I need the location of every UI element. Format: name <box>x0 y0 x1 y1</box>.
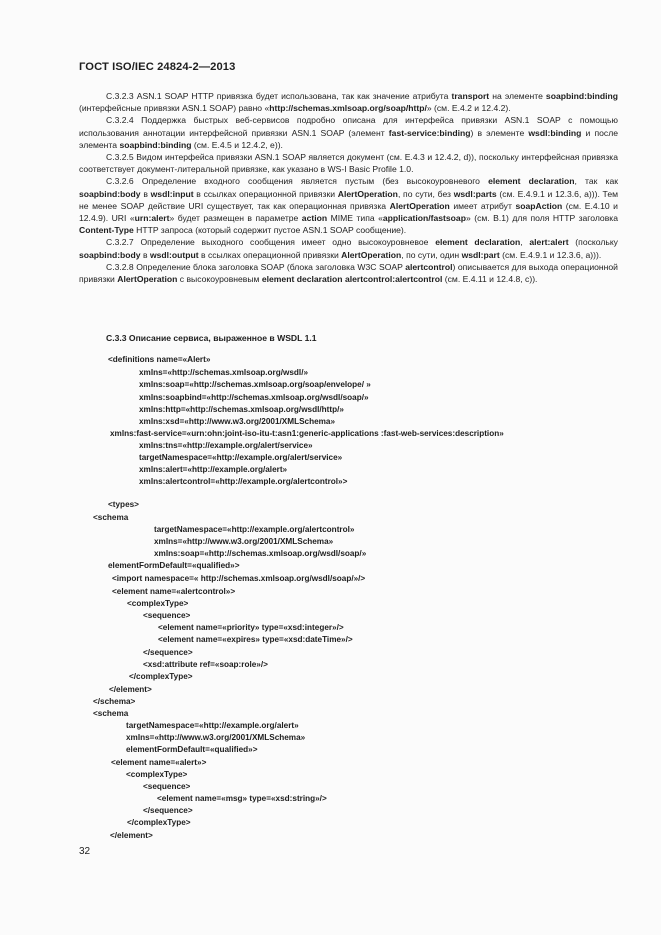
code-line: elementFormDefault=«qualified»> <box>126 745 258 754</box>
text-run: HTTP запроса (который содержит пустое ASN.1 SOAP сообщение). <box>133 225 407 236</box>
code-line: </sequence> <box>143 806 193 815</box>
code-line: xmlns:http=«http://schemas.xmlsoap.org/wsdl/http/» <box>139 405 344 414</box>
code-line: xmlns:soapbind=«http://schemas.xmlsoap.org/wsdl/soap/» <box>139 393 369 402</box>
text-run: с высокоуровневым <box>177 274 262 285</box>
bold-term: soapbind:body <box>79 249 141 260</box>
paragraph <box>79 236 618 260</box>
bold-term: AlertOperation <box>337 188 398 199</box>
bold-term: wsdl:output <box>149 249 199 260</box>
text-run: (см. Е.4.9.1 и 12.3.6, а))). Тем не менее SOAP действие URI существует, так как операционная привязка <box>79 188 619 211</box>
bold-term: Content-Type <box>79 225 134 236</box>
text-run: , <box>520 237 530 248</box>
text-run: , по сути, один <box>401 249 462 260</box>
code-line: xmlns:xsd=«http://www.w3.org/2001/XMLSchema» <box>139 417 336 426</box>
paragraph <box>79 90 618 114</box>
code-line: <schema <box>93 709 129 718</box>
text-run: (см. Е.4.5 и 12.4.2, е)). <box>191 139 283 150</box>
bold-term: transport <box>451 91 490 101</box>
code-line: xmlns=«http://schemas.xmlsoap.org/wsdl/» <box>139 368 309 377</box>
text-run: » будет размещен в параметре <box>169 213 302 224</box>
text-run: MIME типа « <box>327 213 383 224</box>
text-run: в ссылках операционной привязки <box>193 188 338 199</box>
code-line: </schema> <box>93 697 136 706</box>
bold-term: fast-service:binding <box>388 127 471 138</box>
text-run: (поскольку <box>568 237 618 248</box>
code-line: <element name=«priority» type=«xsd:integer»/> <box>158 623 344 632</box>
code-line: </element> <box>109 685 152 694</box>
code-line: targetNamespace=«http://example.org/alert» <box>126 721 299 730</box>
body-text <box>79 90 618 285</box>
text-run: С.3.2.8 Определение блока заголовка SOAP (блока заголовка W3C SOAP <box>106 261 406 272</box>
bold-term: AlertOperation <box>117 274 178 285</box>
code-line: xmlns:alertcontrol=«http://example.org/alertcontrol»> <box>139 477 348 486</box>
text-run: на элементе <box>489 91 546 101</box>
code-line: xmlns=«http://www.w3.org/2001/XMLSchema» <box>126 733 306 742</box>
bold-term: element declaration <box>488 176 575 187</box>
code-line: <import namespace=« http://schemas.xmlsoap.org/wsdl/soap/»/> <box>112 574 366 583</box>
code-line: xmlns=«http://www.w3.org/2001/XMLSchema» <box>154 537 334 546</box>
section-title: С.3.3 Описание сервиса, выраженное в WSDL 1.1 <box>106 333 317 343</box>
code-line: targetNamespace=«http://example.org/alertcontrol» <box>154 525 355 534</box>
text-run: (интерфейсные привязки ASN.1 SOAP) равно « <box>79 103 270 114</box>
bold-term: wsdl:input <box>150 188 194 199</box>
bold-term: soapbind:binding <box>545 91 618 101</box>
code-line: </complexType> <box>129 672 193 681</box>
text-run: ) в элементе <box>470 127 529 138</box>
bold-term: alert:alert <box>529 237 569 248</box>
text-run: » (см. Е.4.2 и 12.4.2). <box>426 103 511 114</box>
text-run: » (см. В.1) для поля HTTP заголовка <box>465 213 619 224</box>
code-line: </complexType> <box>127 818 191 827</box>
bold-term: alertcontrol <box>405 261 453 272</box>
bold-term: element declaration <box>435 237 521 248</box>
bold-term: AlertOperation <box>341 249 402 260</box>
code-line: xmlns:alert=«http://example.org/alert» <box>139 465 288 474</box>
text-run: в <box>140 249 150 260</box>
code-line: <definitions name=«Alert» <box>108 355 211 364</box>
bold-term: wsdl:binding <box>528 127 582 138</box>
code-line: <element name=«alert»> <box>111 758 207 767</box>
code-line: <xsd:attribute ref=«soap:role»/> <box>143 660 268 669</box>
text-run: С.3.2.7 Определение выходного сообщения имеет одно высокоуровневое <box>106 237 436 248</box>
text-run: , так как <box>574 176 619 187</box>
code-line: <complexType> <box>126 770 188 779</box>
bold-term: wsdl:parts <box>453 188 497 199</box>
text-run: имеет атрибут <box>449 200 516 211</box>
text-run: ) описывается для выхода операционной привязки <box>79 261 618 285</box>
code-line: xmlns:fast-service=«urn:ohn:joint-iso-itu-t:asn1:generic-applications :fast-web-services:description» <box>110 429 504 438</box>
code-line: <sequence> <box>143 782 191 791</box>
text-run: (см. Е.4.9.1 и 12.3.6, а))). <box>499 249 602 260</box>
text-run: (см. Е.4.11 и 12.4.8, с)). <box>442 274 538 285</box>
bold-term: AlertOperation <box>389 200 450 211</box>
text-run: и после элемента <box>79 127 618 150</box>
paragraph <box>79 261 618 285</box>
code-line: <schema <box>93 513 129 522</box>
text-run: С.3.2.5 Видом интерфейса привязки ASN.1 SOAP является документ (см. Е.4.3 и 12.4.2, d)), поскольку интерфейсная привязка соответствует документ-литеральной привязке, как указано в WS-I Basic Profile 1.0. <box>79 152 618 175</box>
page-number: 32 <box>79 846 91 857</box>
code-line: <types> <box>108 500 139 509</box>
document-header: ГОСТ ISO/IEC 24824-2—2013 <box>79 61 236 73</box>
text-run: (см. Е.4.10 и 12.4.9). URI « <box>79 200 618 224</box>
text-run: в ссылках операционной привязки <box>198 249 342 260</box>
code-line: <element name=«msg» type=«xsd:string»/> <box>157 794 327 803</box>
text-run: в <box>140 188 151 199</box>
code-line: xmlns:soap=«http://schemas.xmlsoap.org/wsdl/soap/» <box>154 549 367 558</box>
bold-term: soapbind:binding <box>119 139 192 150</box>
bold-term: http://schemas.xmlsoap.org/soap/http/ <box>269 103 427 114</box>
code-line: <sequence> <box>143 611 191 620</box>
code-line: targetNamespace=«http://example.org/alert/service» <box>139 453 343 462</box>
code-line: elementFormDefault=«qualified»> <box>108 561 240 570</box>
paragraph <box>79 114 618 151</box>
bold-term: wsdl:part <box>461 249 500 260</box>
code-line: <complexType> <box>127 599 189 608</box>
paragraph <box>79 151 618 175</box>
code-line: </element> <box>110 831 153 840</box>
bold-term: element declaration alertcontrol:alertcontrol <box>261 274 443 285</box>
code-line: </sequence> <box>143 648 193 657</box>
paragraph <box>79 175 618 236</box>
code-line: <element name=«alertcontrol»> <box>112 587 236 596</box>
code-line: xmlns:tns=«http://example.org/alert/service» <box>139 441 313 450</box>
text-run: С.3.2.3 ASN.1 SOAP HTTP привязка будет использована, так как значение атрибута <box>106 91 452 101</box>
text-run: С.3.2.6 Определение входного сообщения является пустым (без высокоуровневого <box>106 176 489 187</box>
text-run: С.3.2.4 Поддержка быстрых веб-сервисов подробно описана для интерфейса привязки ASN.1 SOAP с помощью использования аннотации интерфейсной привязки ASN.1 SOAP (элемент <box>79 115 618 138</box>
bold-term: soapbind:body <box>79 188 141 199</box>
bold-term: action <box>301 213 328 224</box>
code-line: <element name=«expires» type=«xsd:dateTime»/> <box>158 635 353 644</box>
bold-term: urn:alert <box>134 213 170 224</box>
text-run: , по сути, без <box>397 188 454 199</box>
bold-term: application/fastsoap <box>382 213 466 224</box>
bold-term: soapAction <box>515 200 563 211</box>
code-line: xmlns:soap=«http://schemas.xmlsoap.org/soap/envelope/ » <box>139 380 371 389</box>
